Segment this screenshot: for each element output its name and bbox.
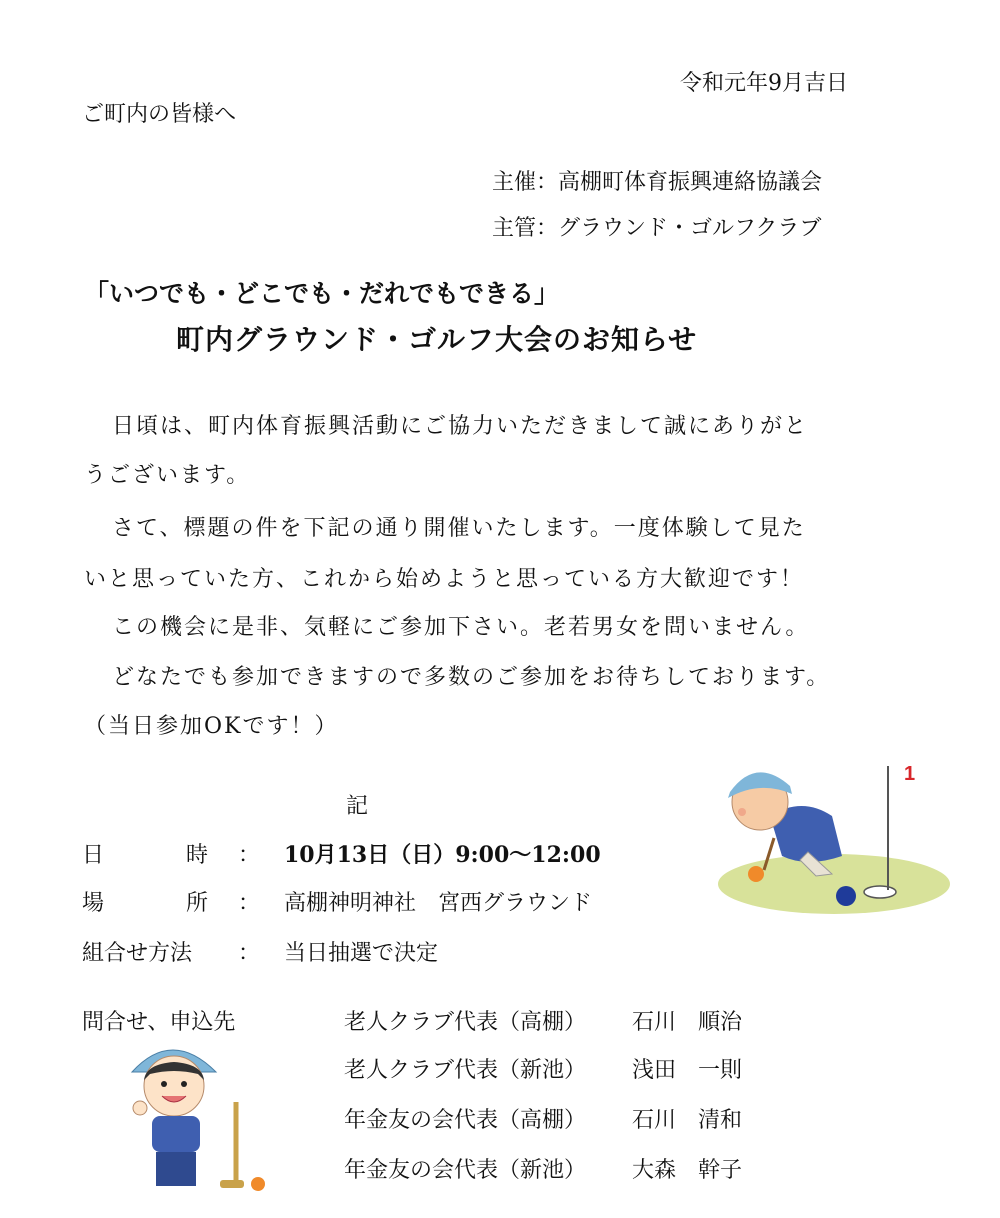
blue-ball-icon	[836, 886, 856, 906]
issue-date: 令和元年9月吉日	[680, 71, 848, 96]
title-tagline: 「いつでも・どこでも・だれでもできる」	[84, 279, 560, 308]
golfer-nose	[738, 808, 746, 816]
contact-name: 大森 幹子	[632, 1158, 743, 1183]
body-line-3: さて、標題の件を下記の通り開催いたします。一度体験して見た	[112, 516, 806, 541]
pairing-label: 組合せ方法	[82, 941, 193, 966]
datetime-separator: ：	[238, 843, 261, 868]
pairing-row	[82, 936, 438, 967]
contact-item	[344, 1053, 742, 1084]
contact-org: 年金友の会代表（新池）	[344, 1158, 587, 1183]
body-line-7: （当日参加OKです！）	[84, 714, 339, 739]
child-pants	[156, 1152, 196, 1186]
contact-item	[344, 1103, 742, 1134]
datetime-label-b: 時	[186, 843, 209, 868]
putting-green	[718, 854, 950, 914]
contact-name: 石川 清和	[632, 1108, 743, 1133]
datetime-value: 10月13日（日）9:00〜12:00	[284, 842, 601, 868]
pairing-value: 当日抽選で決定	[284, 941, 439, 966]
place-label-a: 場	[82, 891, 105, 916]
hole-icon	[864, 886, 896, 898]
child-illustration	[124, 1034, 274, 1194]
addressee: ご町内の皆様へ	[82, 102, 237, 127]
child-hand-wave	[133, 1101, 147, 1115]
contact-item	[344, 1153, 742, 1184]
place-separator: ：	[238, 891, 261, 916]
child-eye-left	[161, 1081, 167, 1087]
contact-label: 問合せ、申込先	[82, 1010, 236, 1035]
golfer-illustration	[712, 756, 952, 916]
contact-org: 老人クラブ代表（高棚）	[344, 1010, 587, 1035]
contact-org: 老人クラブ代表（新池）	[344, 1058, 587, 1083]
datetime-label-a: 日	[82, 843, 105, 868]
place-value: 高棚神明神社 宮西グラウンド	[284, 891, 593, 916]
contact-name: 浅田 一則	[632, 1058, 743, 1083]
datetime-row	[82, 838, 601, 869]
body-line-5: この機会に是非、気軽にご参加下さい。老若男女を問いません。	[112, 615, 810, 640]
body-line-4: いと思っていた方、これから始めようと思っている方大歓迎です！	[84, 567, 805, 592]
contact-item	[344, 1005, 742, 1036]
place-row	[82, 886, 592, 917]
contact-name: 石川 順治	[632, 1010, 743, 1035]
flag-number: 1	[904, 763, 916, 785]
child-club-head	[220, 1180, 244, 1188]
child-shirt	[152, 1116, 200, 1152]
contact-org: 年金友の会代表（高棚）	[344, 1108, 587, 1133]
ki-heading: 記	[346, 794, 369, 819]
child-ball-icon	[251, 1177, 265, 1191]
page-title: 町内グラウンド・ゴルフ大会のお知らせ	[176, 323, 698, 356]
managing-organizer: 主管：グラウンド・ゴルフクラブ	[492, 216, 822, 241]
body-line-2: うございます。	[84, 463, 251, 488]
place-label-b: 所	[186, 891, 209, 916]
pairing-separator: ：	[238, 941, 261, 966]
orange-ball-icon	[748, 866, 764, 882]
host-organizer: 主催：高棚町体育振興連絡協議会	[492, 170, 823, 195]
child-eye-right	[181, 1081, 187, 1087]
body-line-1: 日頃は、町内体育振興活動にご協力いただきまして誠にありがと	[112, 414, 809, 439]
body-line-6: どなたでも参加できますので多数のご参加をお待ちしております。	[112, 665, 831, 690]
